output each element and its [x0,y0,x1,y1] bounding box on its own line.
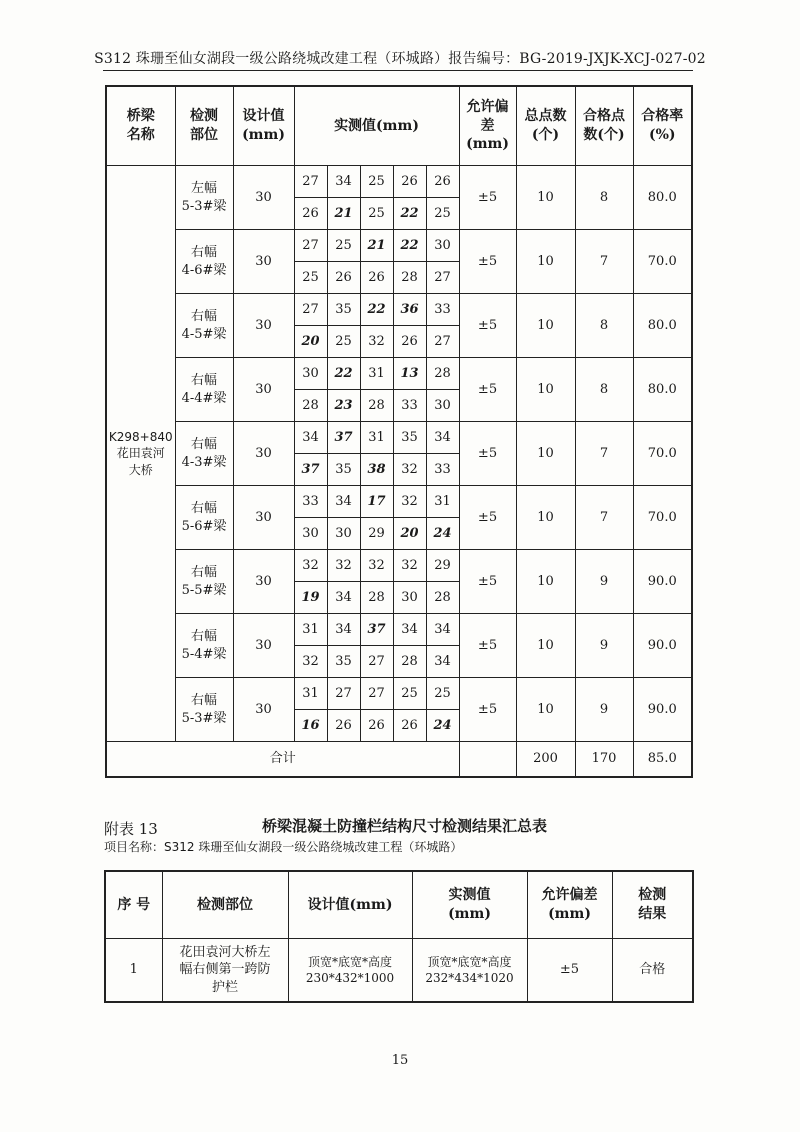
rate-cell: 90.0 [633,678,692,742]
measured-cell: 32 [327,550,360,582]
measured-cell: 30 [426,390,459,422]
t2-header-tolerance: 允许偏差 (mm) [527,871,612,939]
part-cell: 右幅 5-5#梁 [175,550,233,614]
rate-cell: 70.0 [633,486,692,550]
t2-header-measured: 实测值 (mm) [412,871,527,939]
measured-cell: 38 [360,454,393,486]
measured-cell: 29 [360,518,393,550]
measured-cell: 24 [426,710,459,742]
measured-cell: 28 [426,582,459,614]
design-cell: 30 [233,486,294,550]
measured-cell: 25 [426,678,459,710]
rate-cell: 70.0 [633,230,692,294]
measured-cell: 37 [294,454,327,486]
measured-cell: 32 [360,326,393,358]
header-bridge-name: 桥梁 名称 [106,86,175,166]
design-cell: 30 [233,294,294,358]
measured-cell: 33 [426,294,459,326]
measured-cell: 28 [426,358,459,390]
measured-cell: 23 [327,390,360,422]
measured-cell: 22 [393,198,426,230]
t2-header-result: 检测 结果 [612,871,693,939]
measured-cell: 33 [393,390,426,422]
measured-cell: 26 [360,262,393,294]
table-row [106,294,692,326]
table-row [106,422,692,454]
tolerance-cell: ±5 [459,422,516,486]
measured-cell: 35 [393,422,426,454]
total-cell: 10 [516,422,575,486]
measured-cell: 34 [327,166,360,198]
measured-cell: 25 [360,166,393,198]
measured-cell: 25 [327,326,360,358]
measured-cell: 28 [393,262,426,294]
measured-cell: 30 [426,230,459,262]
measured-cell: 21 [360,230,393,262]
measured-cell: 27 [426,326,459,358]
empty-cell [459,742,516,778]
part-cell: 右幅 4-3#梁 [175,422,233,486]
rate-cell: 80.0 [633,358,692,422]
measured-cell: 27 [294,230,327,262]
measured-cell: 30 [327,518,360,550]
design-cell: 顶宽*底宽*高度 230*432*1000 [288,939,412,1003]
measured-cell: 31 [294,678,327,710]
total-passed: 170 [575,742,633,778]
part-cell: 右幅 5-4#梁 [175,614,233,678]
rate-cell: 90.0 [633,614,692,678]
tolerance-cell: ±5 [459,550,516,614]
table-row [106,614,692,646]
measured-cell: 27 [426,262,459,294]
measured-cell: 26 [393,326,426,358]
measured-cell: 37 [327,422,360,454]
measured-cell: 30 [294,518,327,550]
header-design: 设计值 (mm) [233,86,294,166]
measured-cell: 34 [426,422,459,454]
measured-cell: 33 [294,486,327,518]
measured-cell: 28 [360,390,393,422]
measured-cell: 34 [327,486,360,518]
header-passed: 合格点 数(个) [575,86,633,166]
passed-cell: 9 [575,614,633,678]
measured-cell: 32 [360,550,393,582]
total-cell: 10 [516,678,575,742]
header-rate: 合格率 (%) [633,86,692,166]
header-rule [103,70,693,71]
tolerance-cell: ±5 [459,294,516,358]
total-cell: 10 [516,614,575,678]
page-number: 15 [391,1053,409,1068]
header-total: 总点数 (个) [516,86,575,166]
measured-cell: 26 [327,262,360,294]
measured-cell: 31 [360,422,393,454]
measured-cell: 25 [426,198,459,230]
measured-cell: 34 [426,646,459,678]
measured-cell: 17 [360,486,393,518]
tolerance-cell: ±5 [459,678,516,742]
part-cell: 左幅 5-3#梁 [175,166,233,230]
measured-cell: 36 [393,294,426,326]
table-row [106,230,692,262]
measured-cell: 20 [393,518,426,550]
measured-cell: 26 [327,710,360,742]
seq-cell: 1 [105,939,162,1003]
design-cell: 30 [233,614,294,678]
measured-cell: 35 [327,294,360,326]
measured-cell: 25 [294,262,327,294]
measured-cell: 32 [393,486,426,518]
measured-cell: 27 [294,166,327,198]
design-cell: 30 [233,678,294,742]
total-rate: 85.0 [633,742,692,778]
design-cell: 30 [233,358,294,422]
total-label: 合计 [106,742,459,778]
measured-cell: 28 [360,582,393,614]
measured-cell: 31 [360,358,393,390]
t2-header-part: 检测部位 [162,871,288,939]
header-part: 检测 部位 [175,86,233,166]
measured-cell: 26 [426,166,459,198]
header-measured: 实测值(mm) [294,86,459,166]
measured-cell: 22 [393,230,426,262]
table-row [106,550,692,582]
measured-cell: 22 [327,358,360,390]
measured-cell: 19 [294,582,327,614]
guardrail-table [104,870,694,1003]
appendix-number: 附表 13 [104,820,158,838]
measured-cell: 26 [393,710,426,742]
passed-cell: 8 [575,294,633,358]
total-cell: 10 [516,166,575,230]
total-cell: 10 [516,230,575,294]
beam-measurement-table [105,85,693,778]
table-row [106,486,692,518]
passed-cell: 8 [575,166,633,230]
tolerance-cell: ±5 [527,939,612,1003]
measured-cell: 37 [360,614,393,646]
measured-cell: 31 [426,486,459,518]
measured-cell: 26 [360,710,393,742]
part-cell: 花田袁河大桥左 幅右侧第一跨防 护栏 [162,939,288,1003]
header-tolerance: 允许偏 差(mm) [459,86,516,166]
part-cell: 右幅 5-3#梁 [175,678,233,742]
part-cell: 右幅 4-5#梁 [175,294,233,358]
tolerance-cell: ±5 [459,166,516,230]
tolerance-cell: ±5 [459,230,516,294]
measured-cell: 34 [393,614,426,646]
passed-cell: 7 [575,230,633,294]
measured-cell: 32 [294,550,327,582]
measured-cell: 26 [294,198,327,230]
project-name: 项目名称：S312 珠珊至仙女湖段一级公路绕城改建工程（环城路） [104,840,463,854]
measured-cell: 21 [327,198,360,230]
bridge-name-cell: K298+840 花田袁河 大桥 [106,166,175,742]
measured-cell: 34 [327,582,360,614]
measured-cell: 35 [327,454,360,486]
measured-cell: 26 [393,166,426,198]
t2-header-seq: 序 号 [105,871,162,939]
measured-cell: 32 [294,646,327,678]
measured-cell: 27 [360,646,393,678]
page-header: S312 珠珊至仙女湖段一级公路绕城改建工程（环城路）报告编号：BG-2019-JXJK-XCJ-027-02 [94,51,706,67]
passed-cell: 7 [575,486,633,550]
tolerance-cell: ±5 [459,614,516,678]
total-cell: 10 [516,550,575,614]
measured-cell: 29 [426,550,459,582]
measured-cell: 30 [294,358,327,390]
table-row [105,939,693,1003]
measured-cell: 16 [294,710,327,742]
table-row [106,358,692,390]
measured-cell: 25 [393,678,426,710]
table-row [106,166,692,198]
part-cell: 右幅 4-6#梁 [175,230,233,294]
measured-cell: 顶宽*底宽*高度 232*434*1020 [412,939,527,1003]
total-cell: 10 [516,486,575,550]
total-cell: 10 [516,358,575,422]
passed-cell: 9 [575,550,633,614]
measured-cell: 20 [294,326,327,358]
design-cell: 30 [233,230,294,294]
total-cell: 10 [516,294,575,358]
measured-cell: 22 [360,294,393,326]
tolerance-cell: ±5 [459,486,516,550]
result-cell: 合格 [612,939,693,1003]
passed-cell: 9 [575,678,633,742]
measured-cell: 27 [327,678,360,710]
rate-cell: 90.0 [633,550,692,614]
passed-cell: 8 [575,358,633,422]
measured-cell: 33 [426,454,459,486]
measured-cell: 25 [360,198,393,230]
appendix-title: 桥梁混凝土防撞栏结构尺寸检测结果汇总表 [262,817,548,835]
measured-cell: 35 [327,646,360,678]
measured-cell: 27 [360,678,393,710]
measured-cell: 32 [393,550,426,582]
measured-cell: 34 [426,614,459,646]
table-row [106,678,692,710]
tolerance-cell: ±5 [459,358,516,422]
total-points: 200 [516,742,575,778]
part-cell: 右幅 5-6#梁 [175,486,233,550]
design-cell: 30 [233,422,294,486]
measured-cell: 28 [294,390,327,422]
measured-cell: 13 [393,358,426,390]
design-cell: 30 [233,550,294,614]
rate-cell: 80.0 [633,166,692,230]
rate-cell: 80.0 [633,294,692,358]
measured-cell: 31 [294,614,327,646]
measured-cell: 27 [294,294,327,326]
measured-cell: 34 [327,614,360,646]
total-row [106,742,692,778]
measured-cell: 32 [393,454,426,486]
measured-cell: 34 [294,422,327,454]
passed-cell: 7 [575,422,633,486]
measured-cell: 28 [393,646,426,678]
measured-cell: 24 [426,518,459,550]
measured-cell: 25 [327,230,360,262]
rate-cell: 70.0 [633,422,692,486]
t2-header-design: 设计值(mm) [288,871,412,939]
part-cell: 右幅 4-4#梁 [175,358,233,422]
design-cell: 30 [233,166,294,230]
measured-cell: 30 [393,582,426,614]
